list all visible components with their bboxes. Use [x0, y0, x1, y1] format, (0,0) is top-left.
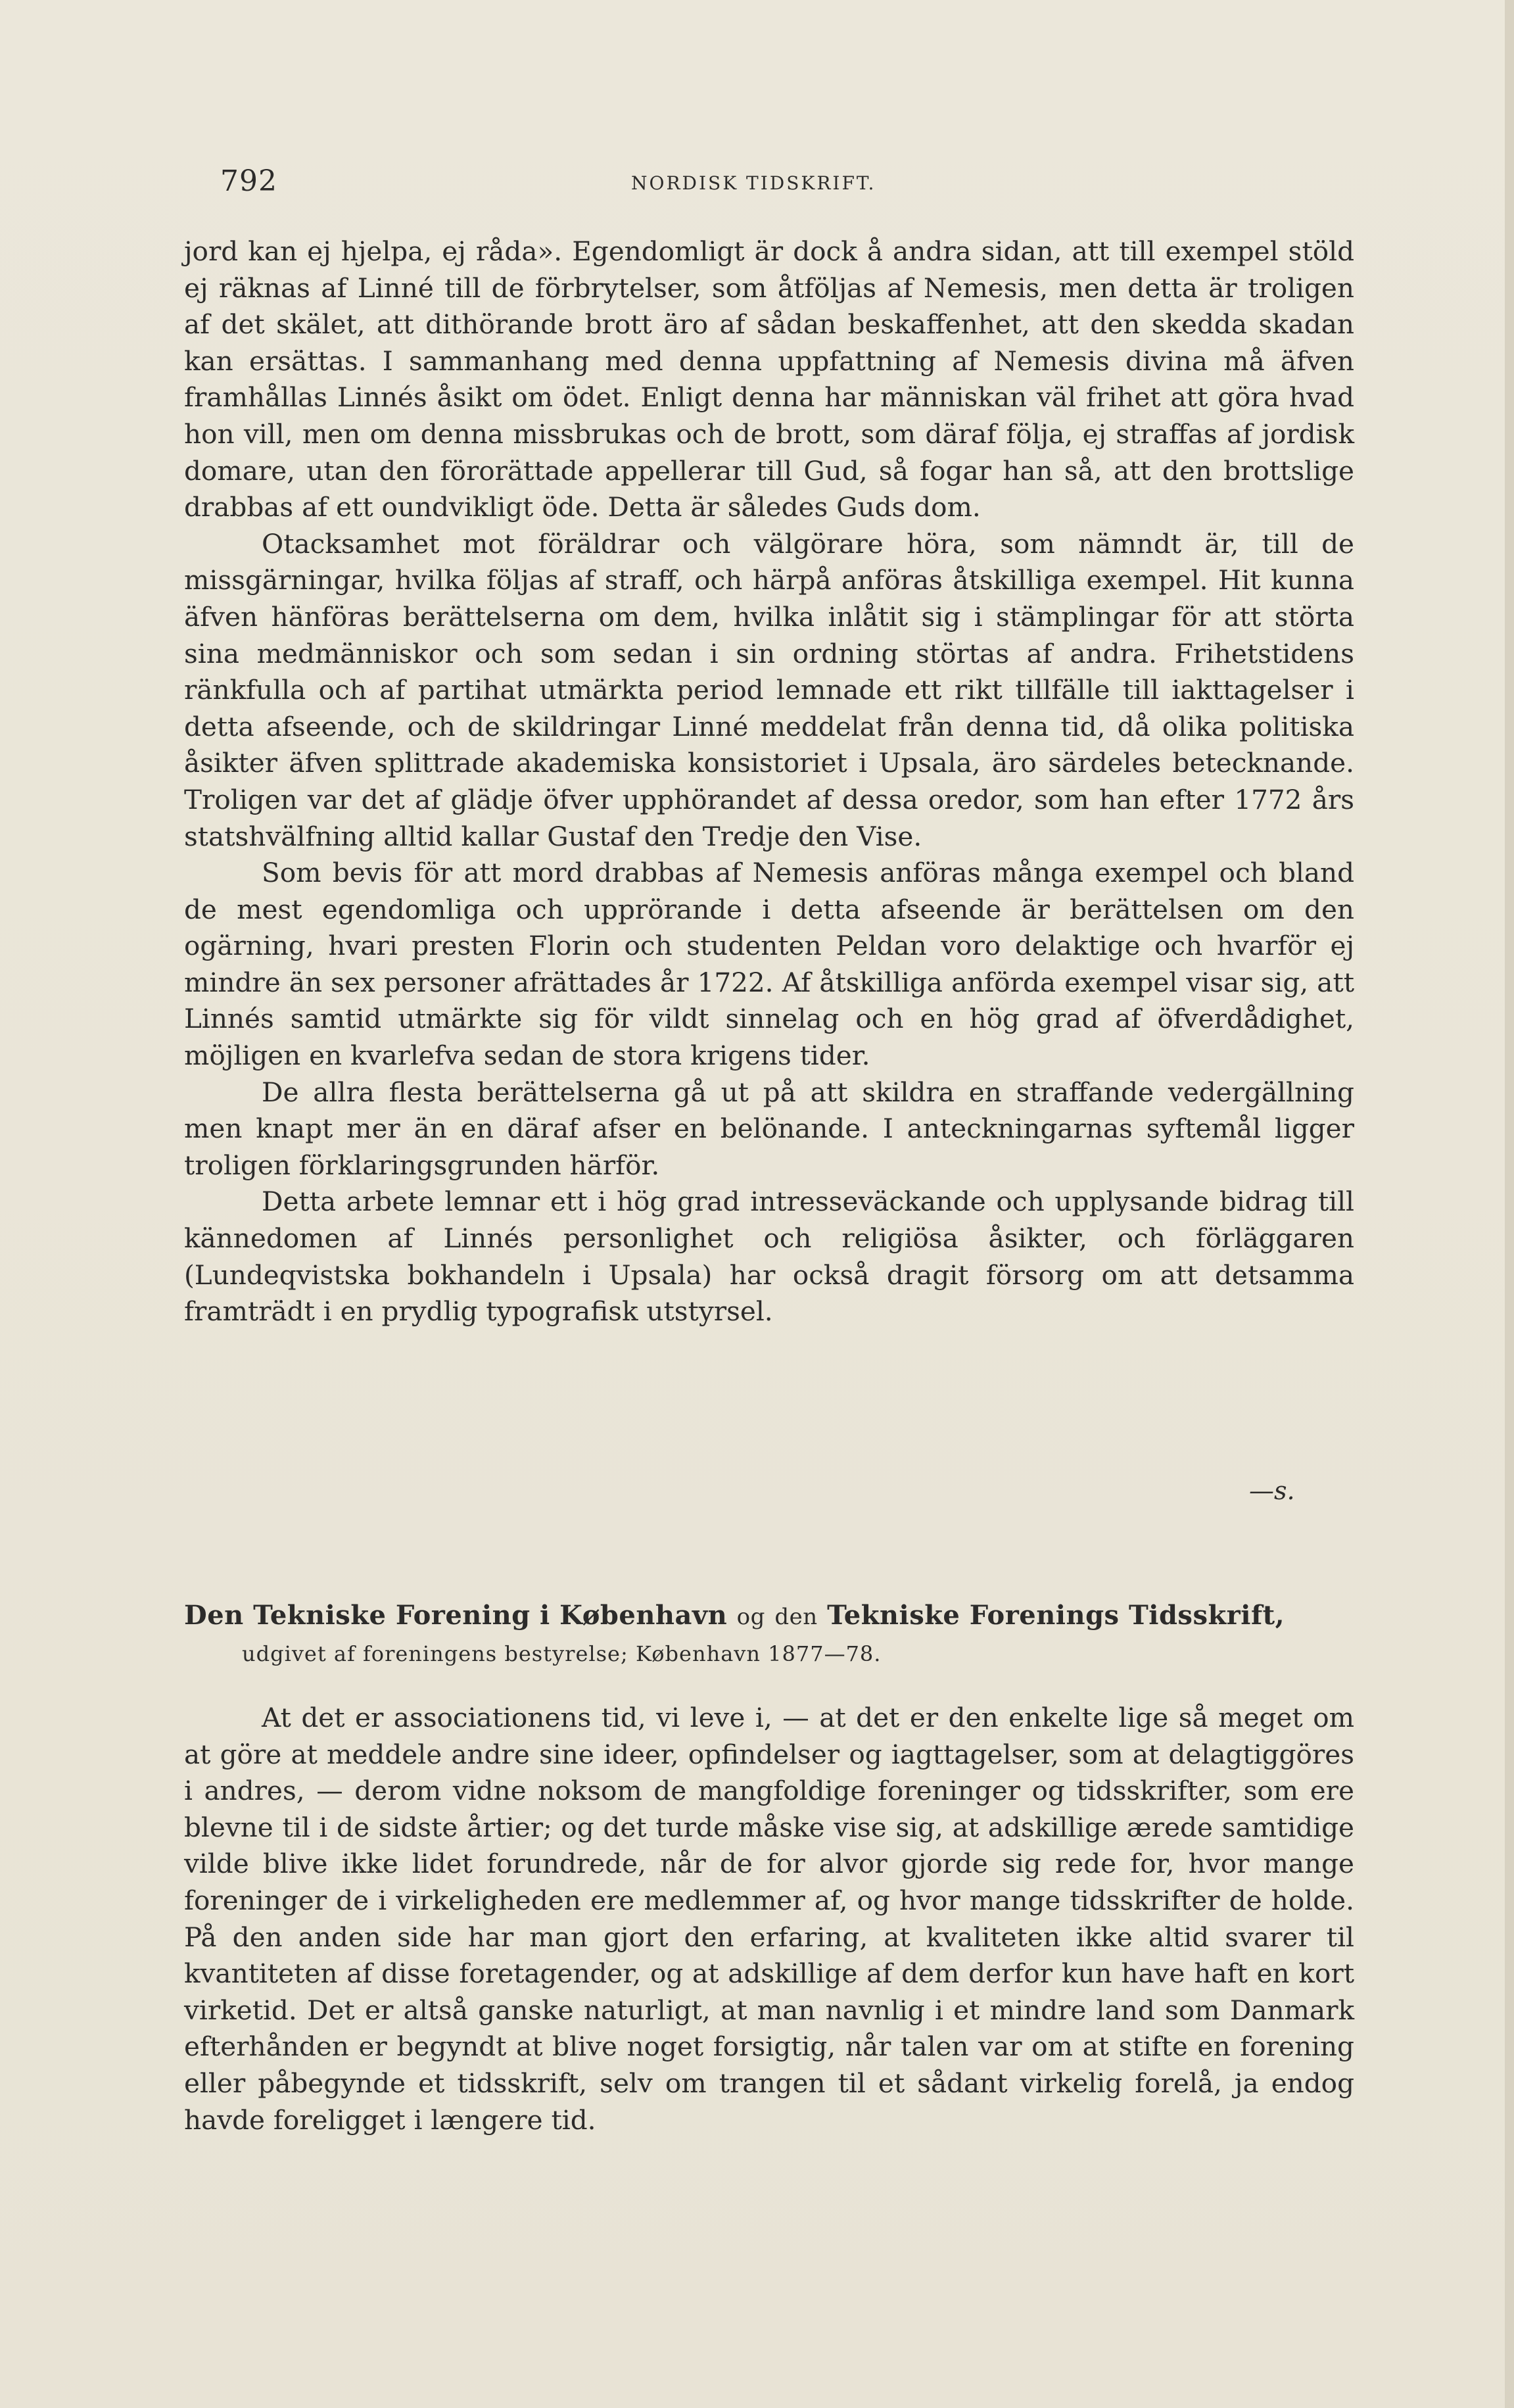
- paragraph: Detta arbete lemnar ett i hög grad intresseväckande och upplysande bidrag till kännedomen af Linnés personlighet och religiösa åsikter, och förläggaren (Lundeqvistska bokhandeln i Upsala) har också dragit försorg om att detsamma framträdt i en prydlig typografisk utstyrsel.: [184, 1186, 1354, 1328]
- author-signature: —s.: [1249, 1476, 1295, 1505]
- page-edge: [1505, 0, 1514, 2408]
- paragraph: De allra flesta berättelserna gå ut på att skildra en straffande vedergällning men knapt mer än en däraf afser en belönande. I anteckningarnas syftemål ligger troligen förklaringsgrunden härför.: [184, 1076, 1354, 1181]
- review-title-join: og: [736, 1604, 765, 1630]
- review-heading: [184, 1600, 1367, 1631]
- paragraph: jord kan ej hjelpa, ej råda». Egendomligt är dock å andra sidan, att till exempel stöld ej räknas af Linné till de förbrytelser, som åtföljas af Nemesis, men detta är troligen af det skälet, att dithörande brott äro af sådan beskaffenhet, att den skedda skadan kan ersättas. I sammanhang med denna uppfattning af Nemesis divina må äfven framhållas Linnés åsikt om ödet. Enligt denna har människan väl frihet att göra hvad hon vill, men om denna missbrukas och de brott, som däraf följa, ej straffas af jordisk domare, utan den förorättade appellerar till Gud, så fogar han så, att den brottslige drabbas af ett oundvikligt öde. Detta är således Guds dom.: [184, 235, 1354, 523]
- review-body: [184, 1700, 1354, 2138]
- paragraph: Otacksamhet mot föräldrar och välgörare höra, som nämndt är, till de missgärningar, hvilka följas af straff, och härpå anföras åtskilliga exempel. Hit kunna äfven hänföras berättelserna om dem, hvilka inlåtit sig i stämplingar för att störta sina medmänniskor och som sedan i sin ordning störtas af andra. Frihetstidens ränkfulla och af partihat utmärkta period lemnade ett rikt tillfälle till iakttagelser i detta afseende, och de skildringar Linné meddelat från denna tid, då olika politiska åsikter äfven splittrade akademiska konsistoriet i Upsala, äro särdeles betecknande. Troligen var det af glädje öfver upphörandet af dessa oredor, som han efter 1772 års statshvälfning alltid kallar Gustaf den Tredje den Vise.: [184, 527, 1354, 852]
- paragraph: At det er associationens tid, vi leve i, — at det er den enkelte lige så meget om at göre at meddele andre sine ideer, opfindelser og iagttagelser, som at delagtiggöres i andres, — derom vidne noksom de mangfoldige foreninger og tidsskrifter, som ere blevne til i de sidste årtier; og det turde måske vise sig, at adskillige ærede samtidige vilde blive ikke lidet forundrede, når de for alvor gjorde sig rede for, hvor mange foreninger de i virkeligheden ere medlemmer af, og hvor mange tidsskrifter de holde. På den anden side har man gjort den erfaring, at kvaliteten ikke altid svarer til kvantiteten af disse foretagender, og at adskillige af dem derfor kun have haft en kort virketid. Det er altså ganske naturligt, at man navnlig i et mindre land som Danmark efterhånden er begyndt at blive noget forsigtig, når talen var om at stifte en forening eller påbegynde et tidsskrift, selv om trangen til et sådant virkelig forelå, ja endog havde foreligget i længere tid.: [184, 1702, 1354, 2136]
- running-title: NORDISK TIDSKRIFT.: [631, 172, 876, 194]
- page-number: 792: [220, 164, 277, 198]
- article-body: [184, 233, 1354, 1330]
- review-subtitle: udgivet af foreningens bestyrelse; København 1877—78.: [242, 1641, 882, 1666]
- review-title-den: den: [774, 1604, 818, 1630]
- review-title-part1: Den Tekniske Forening i København: [184, 1600, 728, 1631]
- review-title-part2: Tekniske Forenings Tidsskrift,: [827, 1600, 1285, 1631]
- paragraph: Som bevis för att mord drabbas af Nemesis anföras många exempel och bland de mest egendomliga och upprörande i detta afseende är berättelsen om den ogärning, hvari presten Florin och studenten Peldan voro delaktige och hvarför ej mindre än sex personer afrättades år 1722. Af åtskilliga anförda exempel visar sig, att Linnés samtid utmärkte sig för vildt sinnelag och en hög grad af öfverdådighet, möjligen en kvarlefva sedan de stora krigens tider.: [184, 857, 1354, 1072]
- page-header: [220, 164, 1351, 204]
